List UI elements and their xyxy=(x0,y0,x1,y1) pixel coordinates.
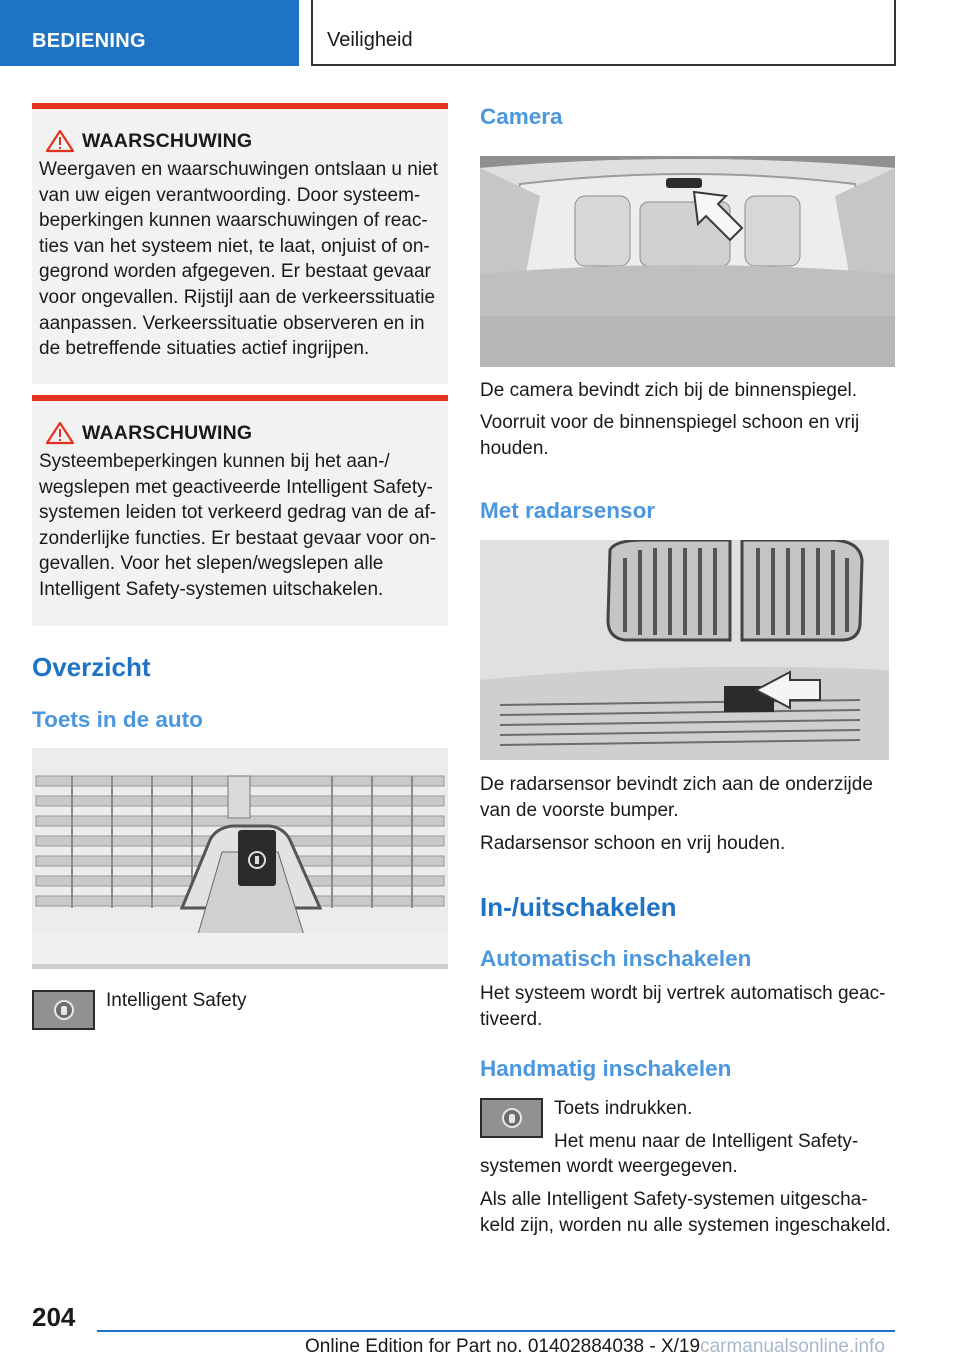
camera-text-2b: houden. xyxy=(480,438,549,459)
heading-switch-on-off: In-/uitschakelen xyxy=(480,892,677,922)
radar-text-1a: De radarsensor bevindt zich aan de onderzijde xyxy=(480,774,873,795)
warning-line: van uw eigen verantwoording. Door systeem- xyxy=(39,184,421,206)
warning-line: gevallen. Voor het slepen/wegslepen alle xyxy=(39,553,384,575)
warning-line: Systeembeperkingen kunnen bij het aan-/ xyxy=(39,451,390,472)
warning-line: de betreffende situaties actief ingrijpen. xyxy=(39,338,370,360)
auto-text-a: Het systeem wordt bij vertrek automatisch geac- xyxy=(480,983,886,1004)
warning-line: wegslepen met geactiveerde Intelligent Safety- xyxy=(39,476,433,498)
manual-text-b: keld zijn, worden nu alle systemen ingeschakeld. xyxy=(480,1215,891,1236)
manual-step-1: Toets indrukken. xyxy=(554,1098,693,1119)
manual-step-2b: systemen wordt weergegeven. xyxy=(480,1156,738,1177)
warning-box-1 xyxy=(32,103,448,384)
warning-triangle-icon xyxy=(45,129,75,153)
warning-line: beperkingen kunnen waarschuwingen of reac- xyxy=(39,210,428,232)
camera-text-2a: Voorruit voor de binnenspiegel schoon en vrij xyxy=(480,412,860,433)
warning-line: systemen leiden tot verkeerd gedrag van de af- xyxy=(39,502,437,524)
camera-text-1: De camera bevindt zich bij de binnenspiegel. xyxy=(480,380,858,401)
heading-button-in-car: Toets in de auto xyxy=(32,707,203,732)
heading-overview: Overzicht xyxy=(32,652,151,682)
page-number: 204 xyxy=(32,1302,76,1332)
button-in-car-image xyxy=(32,748,448,969)
manual-text-a: Als alle Intelligent Safety-systemen uitgescha- xyxy=(480,1189,868,1210)
edition-text: Online Edition for Part no. 01402884038 - X/19 xyxy=(305,1336,701,1357)
header-section-label: BEDIENING xyxy=(32,30,146,52)
warning-title: WAARSCHUWING xyxy=(82,129,253,152)
footer-edition xyxy=(305,1336,885,1358)
warning-line: aanpassen. Verkeerssituatie observeren en in xyxy=(39,312,425,334)
watermark-text: carmanualsonline.info xyxy=(700,1336,885,1357)
warning-line: gegrond worden afgegeven. Er bestaat gevaar xyxy=(39,261,431,283)
manual-step-2a: Het menu naar de Intelligent Safety- xyxy=(554,1131,859,1152)
warning-line: voor ongevallen. Rijstijl aan de verkeerssituatie xyxy=(39,286,436,308)
radar-text-2: Radarsensor schoon en vrij houden. xyxy=(480,833,786,854)
footer-divider xyxy=(97,1330,895,1332)
heading-camera: Camera xyxy=(480,104,563,129)
intelligent-safety-button-icon xyxy=(32,990,95,1030)
warning-box-2 xyxy=(32,395,448,626)
heading-manual-switch-on: Handmatig inschakelen xyxy=(480,1056,732,1081)
intelligent-safety-label: Intelligent Safety xyxy=(106,990,247,1011)
header-section-tab xyxy=(0,0,299,66)
warning-line: Intelligent Safety-systemen uitschakelen. xyxy=(39,578,384,600)
warning-line: Weergaven en waarschuwingen ontslaan u niet xyxy=(39,159,438,180)
warning-line: ties van het systeem niet, te laat, onjuist of on- xyxy=(39,235,430,257)
radar-text-1b: van de voorste bumper. xyxy=(480,800,679,821)
intelligent-safety-button-icon xyxy=(480,1098,543,1138)
heading-radar: Met radarsensor xyxy=(480,498,656,523)
warning-text xyxy=(39,157,440,362)
warning-title: WAARSCHUWING xyxy=(82,421,253,444)
warning-line: zonderlijke functies. Er bestaat gevaar voor on- xyxy=(39,527,437,549)
warning-triangle-icon xyxy=(45,421,75,445)
header-chapter-label: Veiligheid xyxy=(327,29,413,51)
heading-auto-switch-on: Automatisch inschakelen xyxy=(480,946,752,971)
camera-image xyxy=(480,156,895,367)
warning-text xyxy=(39,449,440,603)
radar-sensor-image xyxy=(480,540,889,760)
header-chapter-box xyxy=(311,0,896,66)
auto-text-b: tiveerd. xyxy=(480,1009,543,1030)
